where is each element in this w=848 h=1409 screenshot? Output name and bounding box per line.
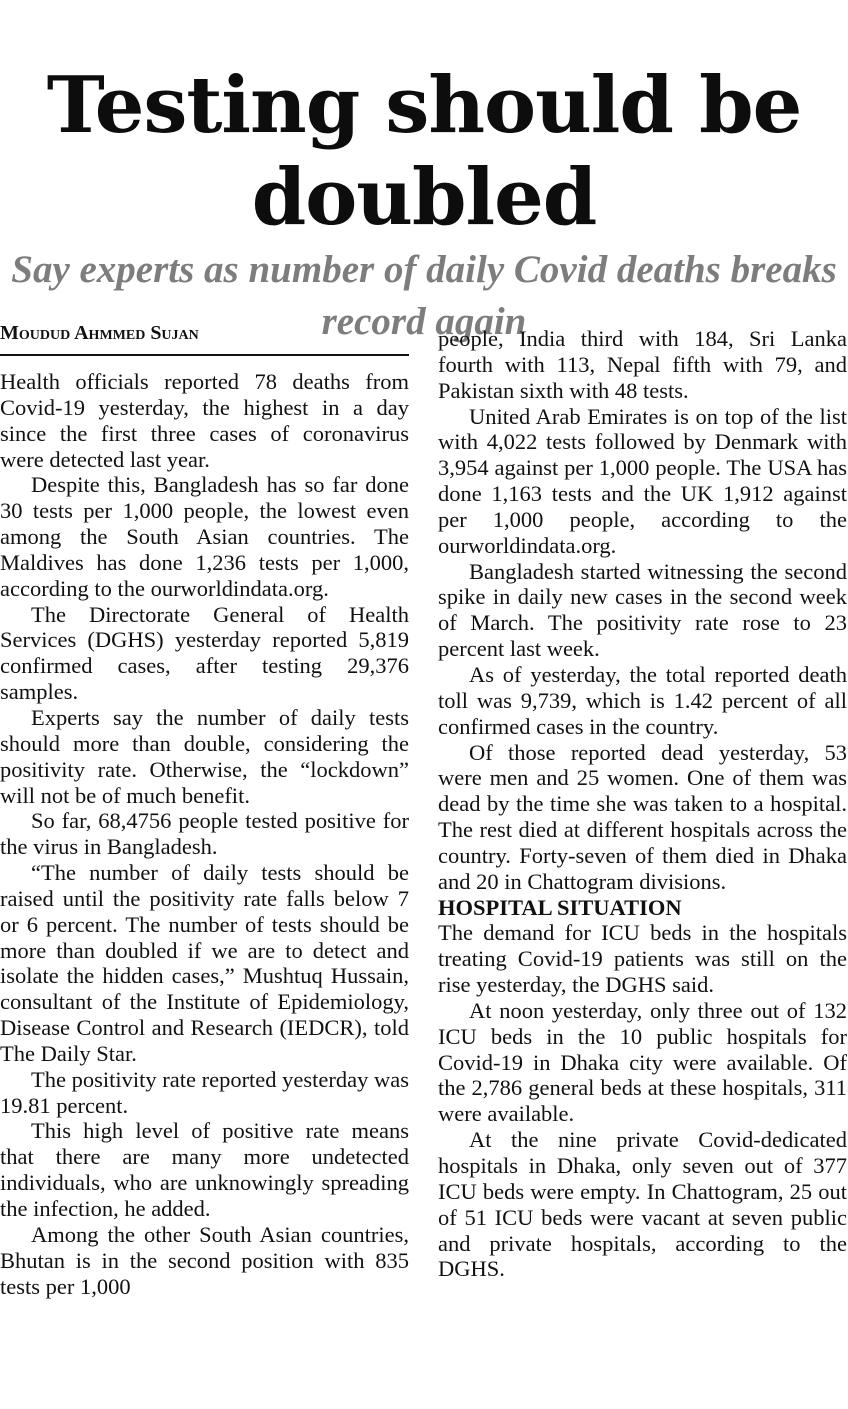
section-heading: HOSPITAL SITUATION [438,894,682,920]
paragraph: “The number of daily tests should be raised until the positivity rate falls below 7 or 6 percent. The number of tests should be more than doubled if we are to detect and isolate the hidden cases,” Mushtuq Hussain, consultant of the Institute of Epidemiology, Disease Control and Research (IEDCR), told The Daily Star. [0,860,409,1066]
subheadline: Say experts as number of daily Covid deaths breaks record again [11,248,837,344]
paragraph-continuation: people, India third with 184, Sri Lanka fourth with 113, Nepal fifth with 79, and Pakistan sixth with 48 tests. [438,326,847,403]
paragraph: So far, 68,4756 people tested positive for the virus in Bangladesh. [0,808,409,860]
paragraph: Experts say the number of daily tests should more than double, considering the positivity rate. Otherwise, the “lockdown” will not be of much benefit. [0,704,409,808]
paragraph: This high level of positive rate means that there are many more undetected individuals, who are unknowingly spreading the infection, he added. [0,1118,409,1221]
byline: Moudud Ahmmed Sujan [0,320,409,356]
article-column-left [0,369,409,1299]
article-column-right [438,326,847,1282]
paragraph: The Directorate General of Health Services (DGHS) yesterday reported 5,819 confirmed cases, after testing 29,376 samples. [0,601,409,705]
paragraph: At the nine private Covid-dedicated hospitals in Dhaka, only seven out of 377 ICU beds were empty. In Chattogram, 25 out of 51 ICU beds were vacant at seven public and private hospitals, according to the DGHS. [438,1127,847,1282]
headline: Testing should be doubled [46,60,802,244]
paragraph: Despite this, Bangladesh has so far done 30 tests per 1,000 people, the lowest even among the South Asian countries. The Maldives has done 1,236 tests per 1,000, according to the ourworldindata.org. [0,472,409,601]
paragraph: Bangladesh started witnessing the second spike in daily new cases in the second week of March. The positivity rate rose to 23 percent last week. [438,558,847,662]
paragraph: At noon yesterday, only three out of 132 ICU beds in the 10 public hospitals for Covid-19 in Dhaka city were available. Of the 2,786 general beds at these hospitals, 311 were available. [438,997,847,1127]
paragraph: The demand for ICU beds in the hospitals treating Covid-19 patients was still on the rise yesterday, the DGHS said. [438,920,847,998]
paragraph: Among the other South Asian countries, Bhutan is in the second position with 835 tests per 1,000 [0,1221,409,1299]
paragraph: United Arab Emirates is on top of the list with 4,022 tests followed by Denmark with 3,954 against per 1,000 people. The USA has done 1,163 tests and the UK 1,912 against per 1,000 people, according to the ourworldindata.org. [438,403,847,558]
paragraph: The positivity rate reported yesterday was 19.81 percent. [0,1066,409,1118]
paragraph: Of those reported dead yesterday, 53 were men and 25 women. One of them was dead by the time she was taken to a hospital. The rest died at different hospitals across the country. Forty-seven of them died in Dhaka and 20 in Chattogram divisions. [438,739,847,894]
paragraph: Health officials reported 78 deaths from Covid-19 yesterday, the highest in a day since the first three cases of coronavirus were detected last year. [0,369,409,472]
paragraph: As of yesterday, the total reported death toll was 9,739, which is 1.42 percent of all confirmed cases in the country. [438,661,847,739]
